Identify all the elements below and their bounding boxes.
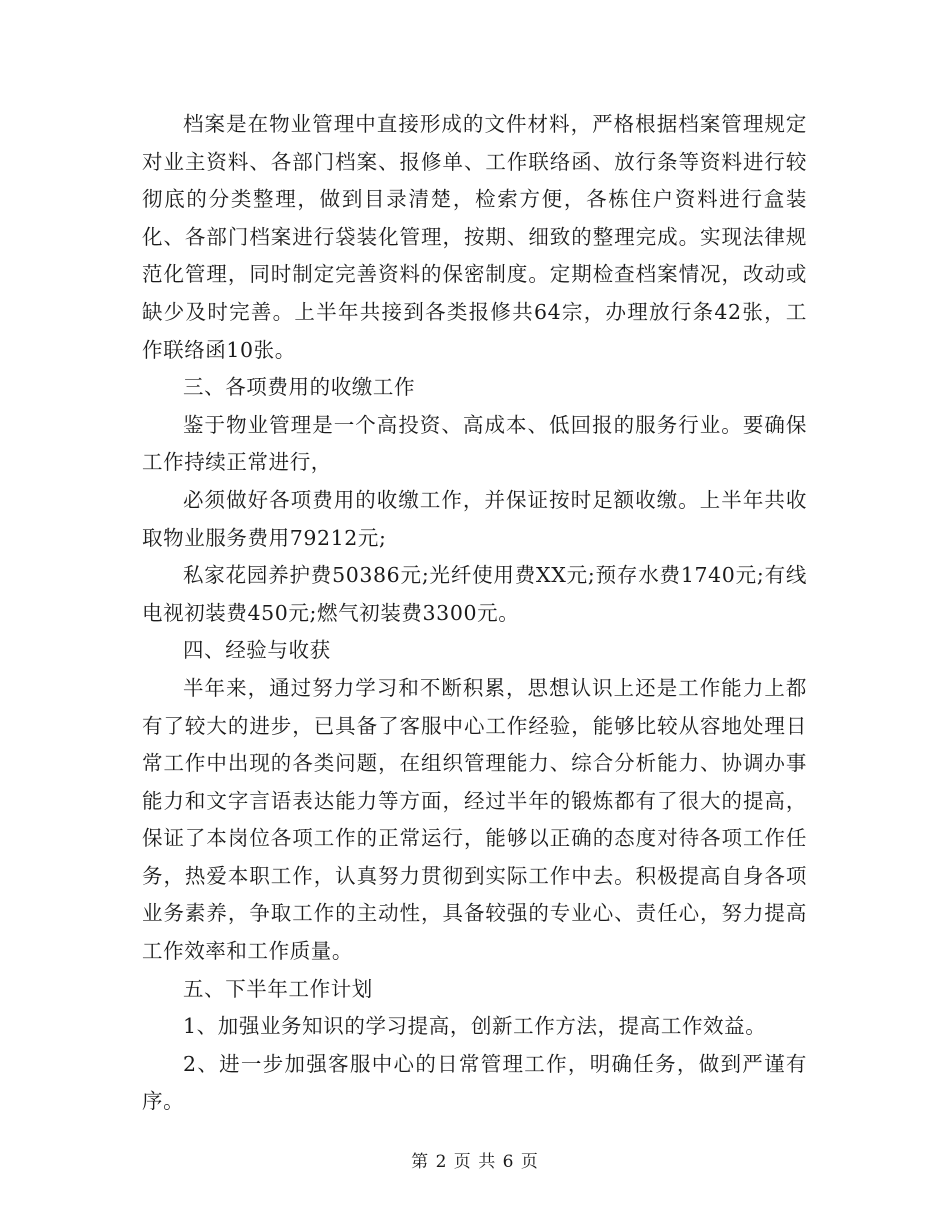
plan-item-2: 2、进一步加强客服中心的日常管理工作，明确任务，做到严谨有序。: [142, 1051, 807, 1114]
page-footer: [0, 1147, 950, 1172]
paragraph-fees-intro: 鉴于物业管理是一个高投资、高成本、低回报的服务行业。要确保工作持续正常进行，: [142, 412, 807, 475]
plan-item-1: 1、加强业务知识的学习提高，创新工作方法，提高工作效益。: [183, 1014, 767, 1039]
section-heading-fees: 三、各项费用的收缴工作: [183, 375, 416, 400]
document-body: [142, 106, 807, 1121]
paragraph-fees-breakdown: 私家花园养护费50386元;光纤使用费XX元;预存水费1740元;有线电视初装费450元;燃气初装费3300元。: [142, 563, 807, 625]
paragraph-archives: 档案是在物业管理中直接形成的文件材料，严格根据档案管理规定对业主资料、各部门档案、报修单、工作联络函、放行条等资料进行较彻底的分类整理，做到目录清楚，检索方便，各栋住户资料进行盒装化、各部门档案进行袋装化管理，按期、细致的整理完成。实现法律规范化管理，同时制定完善资料的保密制度。定期检查档案情况，改动或缺少及时完善。上半年共接到各类报修共64宗，办理放行条42张，工作联络函10张。: [142, 112, 807, 362]
paragraph-experience: 半年来，通过努力学习和不断积累，思想认识上还是工作能力上都有了较大的进步，已具备了客服中心工作经验，能够比较从容地处理日常工作中出现的各类问题，在组织管理能力、综合分析能力、协调办事能力和文字言语表达能力等方面，经过半年的锻炼都有了很大的提高，保证了本岗位各项工作的正常运行，能够以正确的态度对待各项工作任务，热爱本职工作，认真努力贯彻到实际工作中去。积极提高自身各项业务素养，争取工作的主动性，具备较强的专业心、责任心，努力提高工作效率和工作质量。: [142, 675, 807, 964]
paragraph-fees-collection: 必须做好各项费用的收缴工作，并保证按时足额收缴。上半年共收取物业服务费用79212元;: [142, 487, 807, 550]
page-number: 第 2 页 共 6 页: [411, 1152, 539, 1172]
section-heading-experience: 四、经验与收获: [183, 638, 331, 663]
section-heading-plan: 五、下半年工作计划: [183, 976, 373, 1001]
